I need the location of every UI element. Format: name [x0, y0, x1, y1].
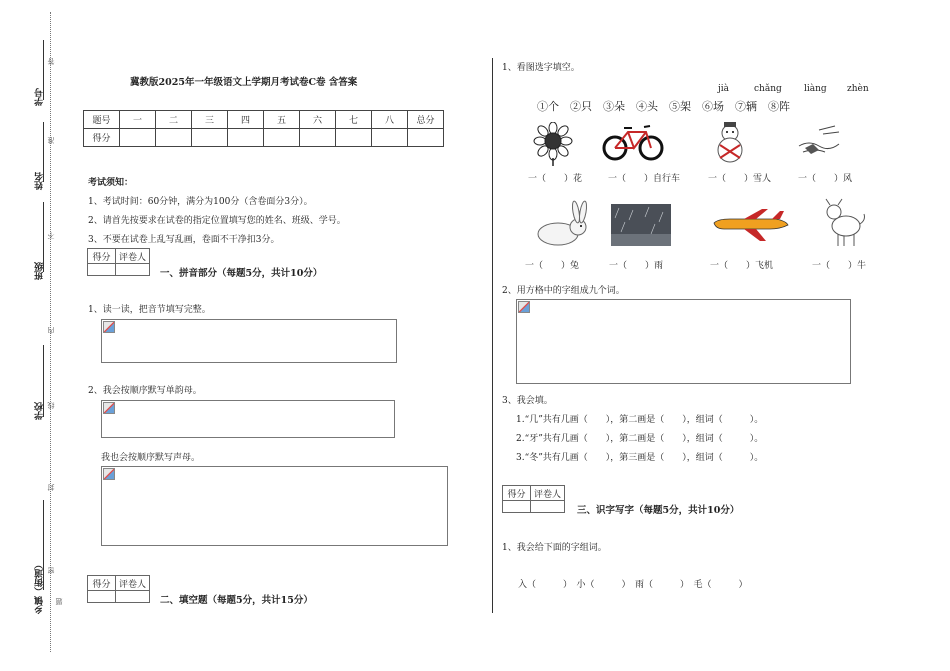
grader-reviewer-label: 评卷人 [116, 249, 150, 264]
margin-char-ti: 题 [55, 598, 63, 605]
label-xuehao: 学号 [35, 88, 45, 106]
score-header-cell: 题号 [84, 111, 120, 129]
fill-row1-bicycle: 一（ ）自行车 [608, 174, 681, 184]
broken-image-icon [103, 402, 115, 414]
score-cell[interactable] [408, 129, 444, 147]
grader-score-cell[interactable] [88, 264, 116, 276]
grader-score-label: 得分 [503, 486, 531, 501]
notice-item: 1、考试时间：60分钟，满分为100分（含卷面分3分）。 [88, 197, 313, 207]
wind-image [795, 122, 843, 158]
phrase-blanks: 入（ ） 小（ ） 雨（ ） 毛（ ） [518, 580, 748, 590]
stroke-item: 3.“冬”共有几画（ ），第三画是（ ），组词（ ）。 [516, 453, 764, 463]
score-cell[interactable] [300, 129, 336, 147]
question-pinyin-2b: 我也会按顺序默写声母。 [101, 453, 201, 463]
label-xiangzhen: 乡镇（街道） [35, 560, 45, 614]
score-header-cell: 二 [156, 111, 192, 129]
sunflower-image [533, 122, 573, 166]
notice-heading: 考试须知： [88, 178, 134, 188]
grader-reviewer-label: 评卷人 [531, 486, 565, 501]
score-table [83, 110, 444, 147]
rabbit-image [530, 200, 594, 246]
score-cell[interactable] [228, 129, 264, 147]
stroke-item: 2.“牙”共有几画（ ），第二画是（ ），组词（ ）。 [516, 434, 764, 444]
fill-row1-flower: 一（ ）花 [528, 174, 583, 184]
margin-char-da: 答 [47, 58, 55, 65]
grader-box [502, 485, 565, 513]
question-pinyin-1: 1、读一读，把音节填写完整。 [88, 305, 211, 315]
grader-score-cell[interactable] [503, 501, 531, 513]
fill-row1-wind: 一（ ）风 [798, 174, 853, 184]
cow-image [820, 196, 866, 248]
grader-reviewer-label: 评卷人 [116, 576, 150, 591]
score-header-cell: 三 [192, 111, 228, 129]
grader-score-cell[interactable] [88, 591, 116, 603]
grader-score-label: 得分 [88, 576, 116, 591]
answer-image-box [101, 466, 448, 546]
grader-score-label: 得分 [88, 249, 116, 264]
margin-char-mi: 密 [47, 567, 55, 574]
question-form-words: 2、用方格中的字组成九个词。 [502, 286, 625, 296]
pinyin-liang: liàng [804, 84, 827, 94]
question-form-phrases: 1、我会给下面的字组词。 [502, 543, 607, 553]
section-2-title: 二、填空题（每题5分，共计15分） [160, 595, 313, 606]
score-value-row [84, 129, 444, 147]
label-banji: 班级 [35, 262, 45, 280]
section-1-title: 一、拼音部分（每题5分，共计10分） [160, 268, 323, 279]
score-header-row [84, 111, 444, 129]
notice-item: 2、请首先按要求在试卷的指定位置填写您的姓名、班级、学号。 [88, 216, 346, 226]
grader-reviewer-cell[interactable] [116, 591, 150, 603]
section-3-title: 三、识字写字（每题5分，共计10分） [577, 505, 740, 516]
broken-image-icon [103, 321, 115, 333]
score-cell[interactable] [192, 129, 228, 147]
margin-char-nei: 内 [47, 327, 55, 334]
question-pinyin-2: 2、我会按顺序默写单韵母。 [88, 386, 202, 396]
score-header-cell: 总分 [408, 111, 444, 129]
answer-image-box [101, 400, 395, 438]
fill-row2-rain: 一（ ）雨 [609, 261, 664, 271]
margin-char-zhun: 准 [47, 137, 55, 144]
score-header-cell: 七 [336, 111, 372, 129]
score-cell[interactable] [264, 129, 300, 147]
broken-image-icon [518, 301, 530, 313]
score-cell[interactable] [156, 129, 192, 147]
grader-reviewer-cell[interactable] [531, 501, 565, 513]
score-row-label: 得分 [84, 129, 120, 147]
margin-char-xian: 线 [47, 402, 55, 409]
margin-char-feng: 封 [47, 484, 55, 491]
fill-row2-rabbit: 一（ ）兔 [525, 261, 580, 271]
score-cell[interactable] [120, 129, 156, 147]
label-xingming: 姓名 [35, 172, 45, 190]
bicycle-image [602, 122, 664, 162]
grader-box [87, 575, 150, 603]
score-header-cell: 一 [120, 111, 156, 129]
exam-title: 冀教版2025年一年级语文上学期月考试卷C卷 含答案 [130, 77, 358, 88]
snowman-image [710, 120, 750, 164]
score-header-cell: 四 [228, 111, 264, 129]
fill-row2-airplane: 一（ ）飞机 [710, 261, 774, 271]
score-header-cell: 八 [372, 111, 408, 129]
pinyin-zhen: zhèn [847, 84, 869, 94]
score-cell[interactable] [336, 129, 372, 147]
score-cell[interactable] [372, 129, 408, 147]
grader-box [87, 248, 150, 276]
notice-item: 3、不要在试卷上乱写乱画，卷面不干净扣3分。 [88, 235, 280, 245]
fill-row2-cow: 一（ ）牛 [812, 261, 867, 271]
answer-image-box [516, 299, 851, 384]
label-xuexiao: 学校 [35, 402, 45, 420]
pinyin-chang: chǎng [754, 84, 782, 94]
score-header-cell: 六 [300, 111, 336, 129]
pinyin-jia: jià [718, 84, 730, 94]
airplane-image [710, 207, 790, 243]
grader-reviewer-cell[interactable] [116, 264, 150, 276]
column-divider [492, 58, 493, 613]
answer-image-box [101, 319, 397, 363]
measure-word-options: ①个 ②只 ③朵 ④头 ⑤架 ⑥场 ⑦辆 ⑧阵 [537, 100, 790, 113]
broken-image-icon [103, 468, 115, 480]
stroke-item: 1.“几”共有几画（ ），第二画是（ ），组词（ ）。 [516, 415, 764, 425]
score-header-cell: 五 [264, 111, 300, 129]
rain-image [611, 204, 671, 246]
question-fill-strokes: 3、我会填。 [502, 396, 553, 406]
margin-char-bu: 不 [47, 232, 55, 239]
fill-row1-snowman: 一（ ）雪人 [708, 174, 772, 184]
question-pic-fill: 1、看图选字填空。 [502, 63, 580, 73]
